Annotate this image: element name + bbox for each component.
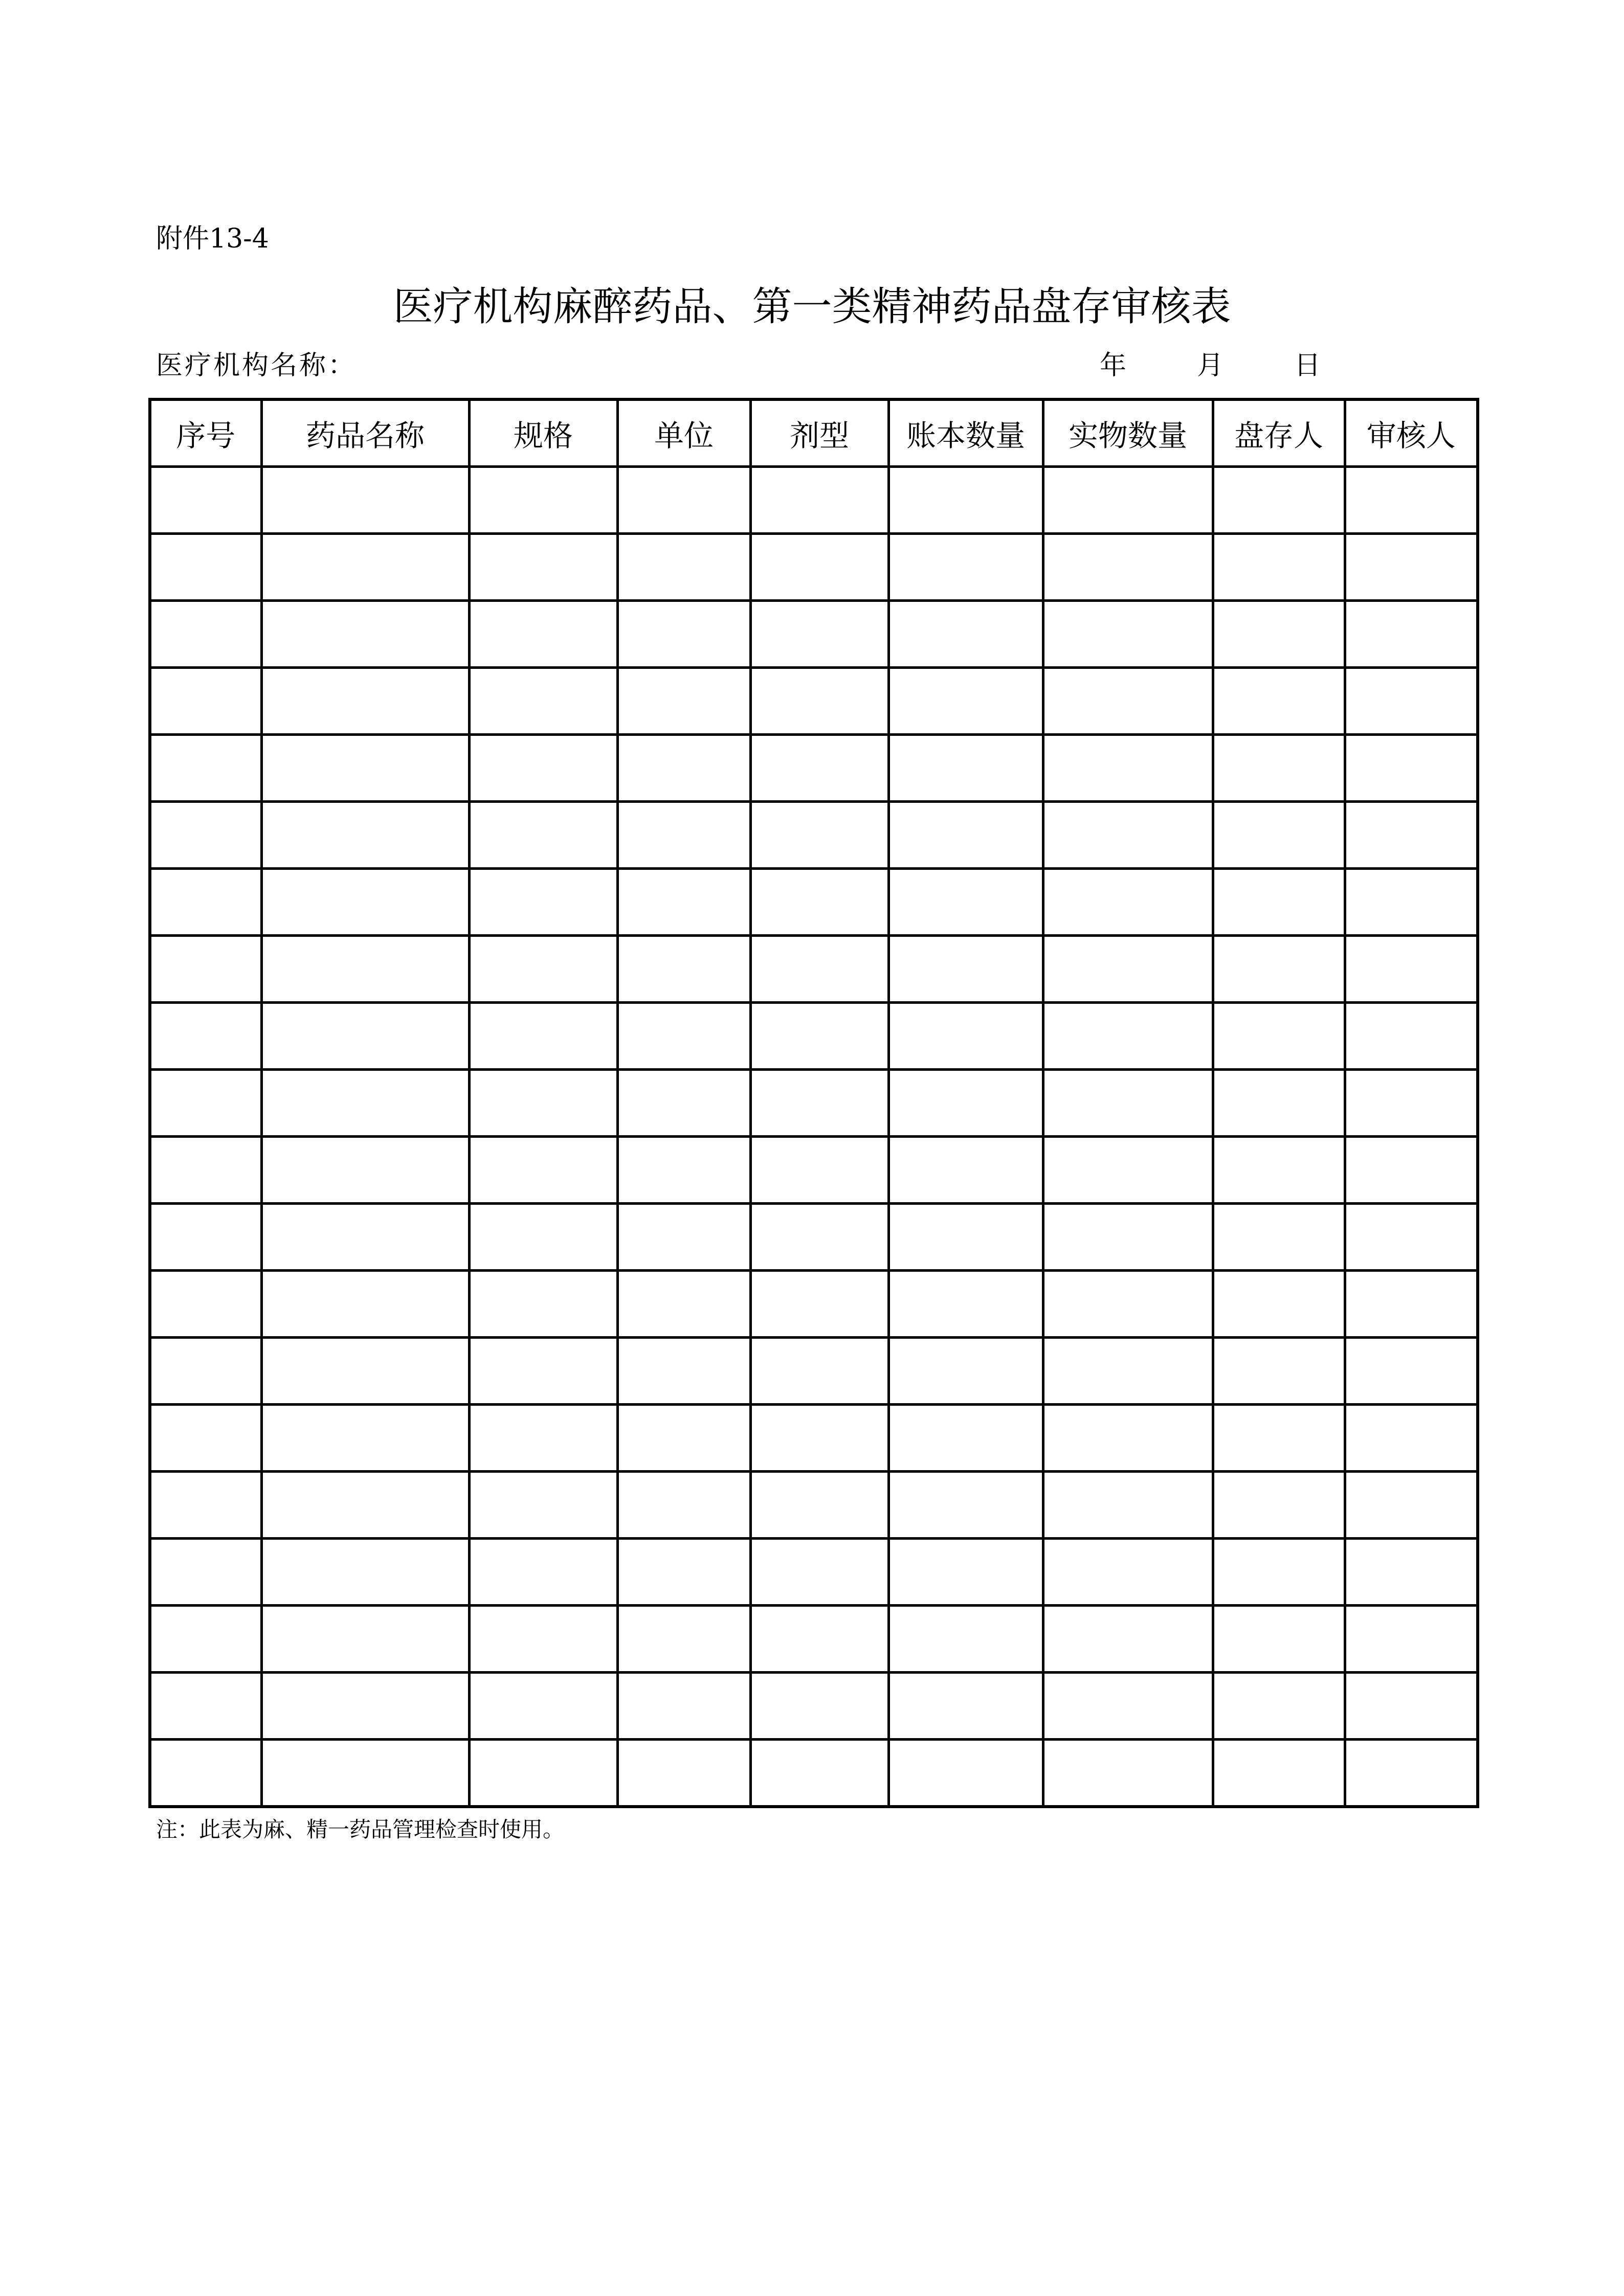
table-row <box>150 1673 1478 1740</box>
cell-drug-name[interactable] <box>261 1070 469 1137</box>
cell-auditor[interactable] <box>1345 1338 1478 1405</box>
cell-unit[interactable] <box>617 1539 750 1606</box>
cell-auditor[interactable] <box>1345 1271 1478 1338</box>
cell-book-quantity[interactable] <box>888 1003 1043 1070</box>
cell-serial-number[interactable] <box>150 534 261 601</box>
cell-drug-name[interactable] <box>261 467 469 534</box>
column-header-inventory-taker: 盘存人 <box>1213 399 1345 467</box>
cell-book-quantity[interactable] <box>888 467 1043 534</box>
cell-dosage-form[interactable] <box>750 1137 888 1204</box>
cell-specification[interactable] <box>469 601 617 668</box>
cell-dosage-form[interactable] <box>750 1740 888 1807</box>
cell-specification[interactable] <box>469 1338 617 1405</box>
cell-inventory-taker[interactable] <box>1213 1740 1345 1807</box>
cell-auditor[interactable] <box>1345 802 1478 869</box>
cell-physical-quantity[interactable] <box>1043 802 1213 869</box>
cell-dosage-form[interactable] <box>750 1539 888 1606</box>
cell-dosage-form[interactable] <box>750 1338 888 1405</box>
cell-specification[interactable] <box>469 1137 617 1204</box>
cell-auditor[interactable] <box>1345 467 1478 534</box>
cell-inventory-taker[interactable] <box>1213 1204 1345 1271</box>
table-row <box>150 1137 1478 1204</box>
cell-serial-number[interactable] <box>150 1539 261 1606</box>
cell-book-quantity[interactable] <box>888 1673 1043 1740</box>
cell-inventory-taker[interactable] <box>1213 1271 1345 1338</box>
cell-dosage-form[interactable] <box>750 1405 888 1472</box>
cell-serial-number[interactable] <box>150 1472 261 1539</box>
cell-book-quantity[interactable] <box>888 1204 1043 1271</box>
cell-physical-quantity[interactable] <box>1043 936 1213 1003</box>
footnote: 注：此表为麻、精一药品管理检查时使用。 <box>156 1817 565 1842</box>
cell-serial-number[interactable] <box>150 1137 261 1204</box>
inventory-audit-table <box>148 398 1479 1808</box>
cell-inventory-taker[interactable] <box>1213 1338 1345 1405</box>
cell-unit[interactable] <box>617 1204 750 1271</box>
cell-auditor[interactable] <box>1345 936 1478 1003</box>
cell-unit[interactable] <box>617 1338 750 1405</box>
cell-auditor[interactable] <box>1345 869 1478 936</box>
table-row <box>150 1539 1478 1606</box>
cell-unit[interactable] <box>617 802 750 869</box>
cell-physical-quantity[interactable] <box>1043 1204 1213 1271</box>
cell-dosage-form[interactable] <box>750 1204 888 1271</box>
cell-serial-number[interactable] <box>150 1204 261 1271</box>
cell-auditor[interactable] <box>1345 1003 1478 1070</box>
cell-serial-number[interactable] <box>150 1070 261 1137</box>
table-row <box>150 1271 1478 1338</box>
cell-unit[interactable] <box>617 735 750 802</box>
cell-drug-name[interactable] <box>261 1204 469 1271</box>
table-row <box>150 1003 1478 1070</box>
cell-auditor[interactable] <box>1345 735 1478 802</box>
institution-name-label: 医疗机构名称： <box>156 350 357 381</box>
cell-drug-name[interactable] <box>261 1740 469 1807</box>
cell-specification[interactable] <box>469 1606 617 1673</box>
column-header-drug-name: 药品名称 <box>261 399 469 467</box>
cell-unit[interactable] <box>617 1070 750 1137</box>
cell-serial-number[interactable] <box>150 1338 261 1405</box>
cell-auditor[interactable] <box>1345 1405 1478 1472</box>
cell-book-quantity[interactable] <box>888 1606 1043 1673</box>
cell-inventory-taker[interactable] <box>1213 1070 1345 1137</box>
cell-inventory-taker[interactable] <box>1213 1606 1345 1673</box>
cell-specification[interactable] <box>469 1472 617 1539</box>
cell-book-quantity[interactable] <box>888 1472 1043 1539</box>
cell-inventory-taker[interactable] <box>1213 869 1345 936</box>
cell-dosage-form[interactable] <box>750 1606 888 1673</box>
cell-book-quantity[interactable] <box>888 601 1043 668</box>
cell-drug-name[interactable] <box>261 1673 469 1740</box>
cell-specification[interactable] <box>469 1740 617 1807</box>
cell-drug-name[interactable] <box>261 1606 469 1673</box>
cell-specification[interactable] <box>469 1204 617 1271</box>
cell-book-quantity[interactable] <box>888 534 1043 601</box>
month-label: 月 <box>1197 350 1224 381</box>
cell-inventory-taker[interactable] <box>1213 467 1345 534</box>
cell-book-quantity[interactable] <box>888 869 1043 936</box>
cell-unit[interactable] <box>617 1606 750 1673</box>
cell-unit[interactable] <box>617 1405 750 1472</box>
cell-inventory-taker[interactable] <box>1213 668 1345 735</box>
cell-unit[interactable] <box>617 1673 750 1740</box>
cell-physical-quantity[interactable] <box>1043 1539 1213 1606</box>
day-label: 日 <box>1294 350 1321 381</box>
cell-specification[interactable] <box>469 1003 617 1070</box>
cell-unit[interactable] <box>617 869 750 936</box>
cell-auditor[interactable] <box>1345 1673 1478 1740</box>
cell-book-quantity[interactable] <box>888 1070 1043 1137</box>
cell-specification[interactable] <box>469 735 617 802</box>
cell-unit[interactable] <box>617 936 750 1003</box>
cell-drug-name[interactable] <box>261 936 469 1003</box>
cell-dosage-form[interactable] <box>750 1070 888 1137</box>
cell-inventory-taker[interactable] <box>1213 1405 1345 1472</box>
cell-drug-name[interactable] <box>261 1539 469 1606</box>
cell-dosage-form[interactable] <box>750 1673 888 1740</box>
cell-auditor[interactable] <box>1345 534 1478 601</box>
cell-dosage-form[interactable] <box>750 936 888 1003</box>
cell-drug-name[interactable] <box>261 534 469 601</box>
cell-serial-number[interactable] <box>150 1606 261 1673</box>
cell-book-quantity[interactable] <box>888 802 1043 869</box>
cell-serial-number[interactable] <box>150 735 261 802</box>
cell-specification[interactable] <box>469 534 617 601</box>
cell-serial-number[interactable] <box>150 467 261 534</box>
cell-dosage-form[interactable] <box>750 1271 888 1338</box>
cell-physical-quantity[interactable] <box>1043 869 1213 936</box>
table-row <box>150 1740 1478 1807</box>
cell-auditor[interactable] <box>1345 601 1478 668</box>
cell-physical-quantity[interactable] <box>1043 1740 1213 1807</box>
cell-specification[interactable] <box>469 1271 617 1338</box>
cell-auditor[interactable] <box>1345 1472 1478 1539</box>
cell-drug-name[interactable] <box>261 1472 469 1539</box>
cell-specification[interactable] <box>469 802 617 869</box>
cell-book-quantity[interactable] <box>888 668 1043 735</box>
cell-drug-name[interactable] <box>261 802 469 869</box>
cell-book-quantity[interactable] <box>888 1271 1043 1338</box>
cell-physical-quantity[interactable] <box>1043 601 1213 668</box>
cell-physical-quantity[interactable] <box>1043 668 1213 735</box>
page-title: 医疗机构麻醉药品、第一类精神药品盘存审核表 <box>393 284 1231 330</box>
cell-serial-number[interactable] <box>150 1673 261 1740</box>
cell-inventory-taker[interactable] <box>1213 802 1345 869</box>
cell-specification[interactable] <box>469 467 617 534</box>
cell-unit[interactable] <box>617 601 750 668</box>
cell-serial-number[interactable] <box>150 802 261 869</box>
table-row <box>150 601 1478 668</box>
cell-auditor[interactable] <box>1345 1204 1478 1271</box>
cell-physical-quantity[interactable] <box>1043 1405 1213 1472</box>
cell-unit[interactable] <box>617 668 750 735</box>
cell-specification[interactable] <box>469 1539 617 1606</box>
cell-drug-name[interactable] <box>261 601 469 668</box>
table-row <box>150 467 1478 534</box>
cell-auditor[interactable] <box>1345 668 1478 735</box>
cell-book-quantity[interactable] <box>888 1405 1043 1472</box>
cell-specification[interactable] <box>469 1070 617 1137</box>
cell-physical-quantity[interactable] <box>1043 467 1213 534</box>
cell-serial-number[interactable] <box>150 1271 261 1338</box>
cell-unit[interactable] <box>617 1003 750 1070</box>
cell-specification[interactable] <box>469 668 617 735</box>
table-row <box>150 869 1478 936</box>
table-row <box>150 1472 1478 1539</box>
cell-inventory-taker[interactable] <box>1213 1003 1345 1070</box>
table-header-row <box>150 399 1478 467</box>
cell-dosage-form[interactable] <box>750 869 888 936</box>
attachment-label: 附件13-4 <box>156 223 269 254</box>
cell-serial-number[interactable] <box>150 1405 261 1472</box>
cell-physical-quantity[interactable] <box>1043 1673 1213 1740</box>
cell-unit[interactable] <box>617 467 750 534</box>
table-body <box>150 467 1478 1807</box>
table-row <box>150 1338 1478 1405</box>
cell-drug-name[interactable] <box>261 1338 469 1405</box>
column-header-serial-number: 序号 <box>150 399 261 467</box>
cell-drug-name[interactable] <box>261 869 469 936</box>
cell-specification[interactable] <box>469 1405 617 1472</box>
table-row <box>150 936 1478 1003</box>
cell-dosage-form[interactable] <box>750 735 888 802</box>
cell-inventory-taker[interactable] <box>1213 1673 1345 1740</box>
cell-book-quantity[interactable] <box>888 1338 1043 1405</box>
cell-unit[interactable] <box>617 1472 750 1539</box>
cell-specification[interactable] <box>469 869 617 936</box>
cell-physical-quantity[interactable] <box>1043 1606 1213 1673</box>
cell-inventory-taker[interactable] <box>1213 534 1345 601</box>
cell-drug-name[interactable] <box>261 668 469 735</box>
column-header-auditor: 审核人 <box>1345 399 1478 467</box>
cell-physical-quantity[interactable] <box>1043 1271 1213 1338</box>
cell-dosage-form[interactable] <box>750 601 888 668</box>
cell-auditor[interactable] <box>1345 1740 1478 1807</box>
cell-physical-quantity[interactable] <box>1043 1003 1213 1070</box>
cell-inventory-taker[interactable] <box>1213 936 1345 1003</box>
column-header-specification: 规格 <box>469 399 617 467</box>
cell-drug-name[interactable] <box>261 735 469 802</box>
cell-inventory-taker[interactable] <box>1213 1137 1345 1204</box>
cell-drug-name[interactable] <box>261 1405 469 1472</box>
cell-inventory-taker[interactable] <box>1213 601 1345 668</box>
table-row <box>150 1070 1478 1137</box>
table-row <box>150 1606 1478 1673</box>
cell-physical-quantity[interactable] <box>1043 735 1213 802</box>
cell-dosage-form[interactable] <box>750 802 888 869</box>
table-row <box>150 1405 1478 1472</box>
cell-unit[interactable] <box>617 1137 750 1204</box>
cell-dosage-form[interactable] <box>750 534 888 601</box>
cell-auditor[interactable] <box>1345 1606 1478 1673</box>
table-row <box>150 1204 1478 1271</box>
cell-inventory-taker[interactable] <box>1213 1539 1345 1606</box>
cell-unit[interactable] <box>617 1271 750 1338</box>
cell-dosage-form[interactable] <box>750 668 888 735</box>
cell-book-quantity[interactable] <box>888 735 1043 802</box>
table-row <box>150 735 1478 802</box>
cell-specification[interactable] <box>469 1673 617 1740</box>
column-header-book-quantity: 账本数量 <box>888 399 1043 467</box>
cell-dosage-form[interactable] <box>750 1003 888 1070</box>
cell-drug-name[interactable] <box>261 1271 469 1338</box>
cell-serial-number[interactable] <box>150 601 261 668</box>
cell-auditor[interactable] <box>1345 1539 1478 1606</box>
cell-unit[interactable] <box>617 1740 750 1807</box>
cell-inventory-taker[interactable] <box>1213 735 1345 802</box>
cell-physical-quantity[interactable] <box>1043 1070 1213 1137</box>
cell-serial-number[interactable] <box>150 1003 261 1070</box>
cell-book-quantity[interactable] <box>888 1539 1043 1606</box>
column-header-physical-quantity: 实物数量 <box>1043 399 1213 467</box>
cell-book-quantity[interactable] <box>888 1740 1043 1807</box>
cell-inventory-taker[interactable] <box>1213 1472 1345 1539</box>
cell-auditor[interactable] <box>1345 1137 1478 1204</box>
year-label: 年 <box>1100 350 1127 381</box>
table-row <box>150 534 1478 601</box>
cell-auditor[interactable] <box>1345 1070 1478 1137</box>
cell-dosage-form[interactable] <box>750 467 888 534</box>
column-header-unit: 单位 <box>617 399 750 467</box>
cell-serial-number[interactable] <box>150 1740 261 1807</box>
cell-physical-quantity[interactable] <box>1043 1338 1213 1405</box>
cell-drug-name[interactable] <box>261 1003 469 1070</box>
cell-dosage-form[interactable] <box>750 1472 888 1539</box>
cell-unit[interactable] <box>617 534 750 601</box>
cell-specification[interactable] <box>469 936 617 1003</box>
column-header-dosage-form: 剂型 <box>750 399 888 467</box>
cell-serial-number[interactable] <box>150 668 261 735</box>
cell-book-quantity[interactable] <box>888 1137 1043 1204</box>
cell-physical-quantity[interactable] <box>1043 1137 1213 1204</box>
cell-drug-name[interactable] <box>261 1137 469 1204</box>
table-row <box>150 668 1478 735</box>
cell-book-quantity[interactable] <box>888 936 1043 1003</box>
cell-physical-quantity[interactable] <box>1043 1472 1213 1539</box>
table-row <box>150 802 1478 869</box>
cell-serial-number[interactable] <box>150 869 261 936</box>
cell-physical-quantity[interactable] <box>1043 534 1213 601</box>
cell-serial-number[interactable] <box>150 936 261 1003</box>
